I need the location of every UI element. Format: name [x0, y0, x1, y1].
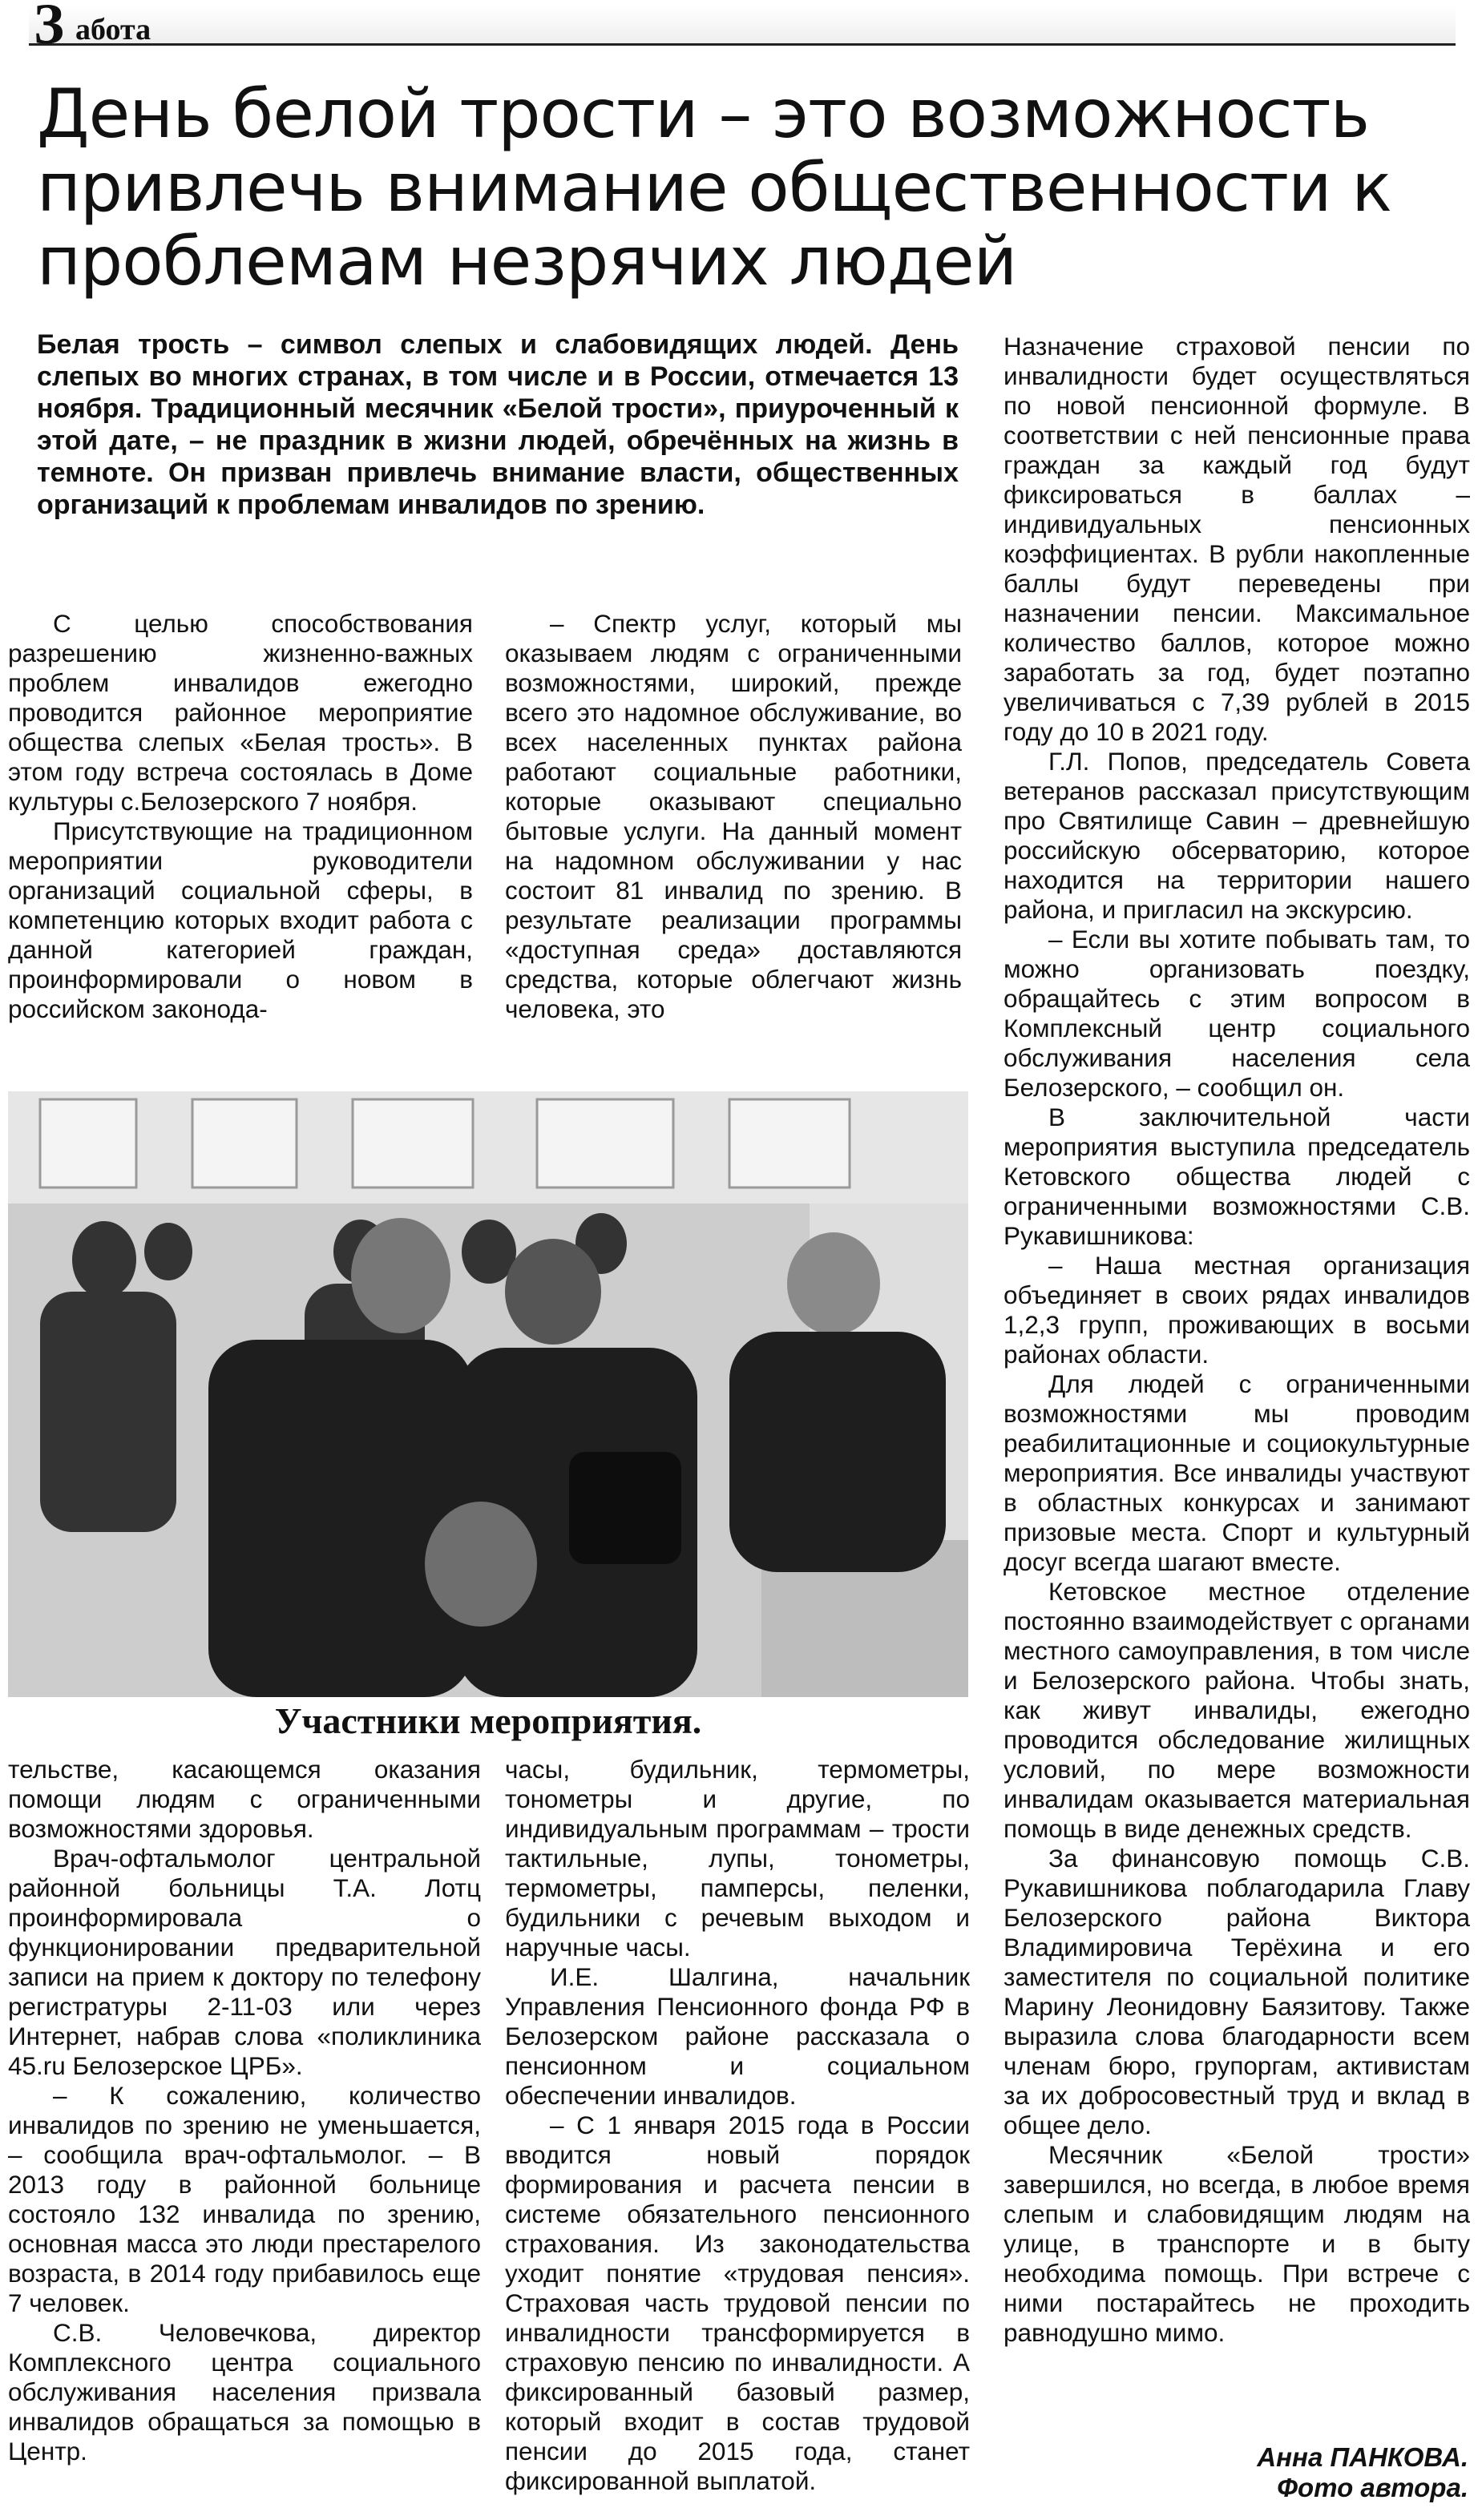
- paragraph: Кетовское местное отделение постоянно взаимодействует с органами местного самоуправления, в том числе и Белозерского района. Чтобы знать, как живут инвалиды, ежегодно проводится обследование жилищных условий, по мере возможности инвалидам оказывается материальная помощь в виде денежных средств.: [1004, 1577, 1470, 1843]
- paragraph: – Наша местная организация объединяет в своих рядах инвалидов 1,2,3 групп, проживающих в восьми районах области.: [1004, 1251, 1470, 1369]
- paragraph: тельстве, касающемся оказания помощи людям с ограниченными возможностями здоровья.: [8, 1755, 481, 1843]
- paragraph: Г.Л. Попов, председатель Совета ветеранов рассказал присутствующим про Святилище Савин – древнейшую российскую обсерваторию, которое находится на территории нашего района, и пригласил на экскурсию.: [1004, 747, 1470, 924]
- section-rubric: [29, 0, 1456, 56]
- paragraph: – К сожалению, количество инвалидов по зрению не уменьшается, – сообщила врач-офтальмолог. – В 2013 году в районной больнице состояло 132 инвалида по зрению, основная масса это люди престарелого возраста, в 2014 году прибавилось еще 7 человек.: [8, 2081, 481, 2317]
- paragraph: Для людей с ограниченными возможностями мы проводим реабилитационные и социокультурные мероприятия. Все инвалиды участвуют в областных конкурсах и занимают призовые места. Спорт и культурный досуг всегда шагают вместе.: [1004, 1369, 1470, 1576]
- photo-caption: Участники мероприятия.: [274, 1700, 702, 1741]
- paragraph: И.Е. Шалгина, начальник Управления Пенсионного фонда РФ в Белозерском районе рассказала о пенсионном и социальном обеспечении инвалидов.: [505, 1962, 970, 2110]
- paragraph: Назначение страховой пенсии по инвалидности будет осуществляться по новой пенсионной формуле. В соответствии с ней пенсионные права граждан за каждый год будут фиксироваться в баллах – индивидуальных пенсионных коэффициентах. В рубли накопленные баллы будут переведены при назначении пенсии. Максимальное количество баллов, которое можно заработать за год, будет поэтапно увеличиваться с 7,39 рублей в 2015 году до 10 в 2021 году.: [1004, 332, 1470, 746]
- paragraph: С.В. Человечкова, директор Комплексного центра социального обслуживания населения призвала инвалидов обращаться за помощью в Центр.: [8, 2318, 481, 2466]
- article-lead: Белая трость – символ слепых и слабовидящих людей. День слепых во многих странах, в том числе и в России, отмечается 13 ноября. Традиционный месячник «Белой трости», приуроченный к этой дате, – не праздник в жизни людей, обречённых на жизнь в темноте. Он призван привлечь внимание власти, общественных организаций к проблемам инвалидов по зрению.: [37, 329, 959, 520]
- paragraph: За финансовую помощь С.В. Рукавишникова поблагодарила Главу Белозерского района Виктора Владимировича Терёхина и его заместителя по социальной политике Марину Леонидовну Баязитову. Также выразила слова благодарности всем членам бюро, групоргам, активистам за их добросовестный труд и вклад в общее дело.: [1004, 1844, 1470, 2139]
- article-headline: День белой трости – это возможность привлечь внимание общественности к проблемам незрячих людей: [37, 75, 1391, 300]
- paragraph: В заключительной части мероприятия выступила председатель Кетовского общества людей с ограниченными возможностями С.В. Рукавишникова:: [1004, 1103, 1470, 1250]
- paragraph: часы, будильник, термометры, тонометры и другие, по индивидуальным программам – трости тактильные, лупы, тонометры, термометры, памперсы, пеленки, будильники с речевым выходом и наручные часы.: [505, 1755, 970, 1962]
- column-left-top: [8, 609, 473, 1024]
- column-left-bottom: [8, 1755, 481, 2466]
- paragraph: – Спектр услуг, который мы оказываем людям с ограниченными возможностями, широкий, прежде всего это надомное обслуживание, во всех населенных пунктах района работают социальные работники, которые оказывают специально бытовые услуги. На данный момент на надомном обслуживании у нас состоит 81 инвалид по зрению. В результате реализации программы «доступная среда» доставляются средства, которые облегчают жизнь человека, это: [505, 609, 962, 1023]
- paragraph: Присутствующие на традиционном мероприятии руководители организаций социальной сферы, в компетенцию которых входит работа с данной категорией граждан, проинформировали о новом в российском законода-: [8, 816, 473, 1023]
- paragraph: Врач-офтальмолог центральной районной больницы Т.А. Лотц проинформировала о функционировании предварительной записи на прием к доктору по телефону регистратуры 2-11-03 или через Интернет, набрав слова «поликлиника 45.ru Белозерское ЦРБ».: [8, 1844, 481, 2080]
- paragraph: С целью способствования разрешению жизненно-важных проблем инвалидов ежегодно проводится районное мероприятие общества слепых «Белая трость». В этом году встреча состоялась в Доме культуры с.Белозерского 7 ноября.: [8, 609, 473, 816]
- photo-credit: Фото автора.: [1277, 2473, 1468, 2502]
- paragraph: – С 1 января 2015 года в России вводится новый порядок формирования и расчета пенсии в системе обязательного пенсионного страхования. Из законодательства уходит понятие «трудовая пенсия». Страховая часть трудовой пенсии по инвалидности трансформируется в страховую пенсию по инвалидности. А фиксированный базовый размер, который входит в состав трудовой пенсии до 2015 года, станет фиксированной выплатой.: [505, 2111, 970, 2495]
- column-middle-bottom: [505, 1755, 970, 2496]
- photo-illustration: [8, 1091, 968, 1697]
- column-right: [1004, 332, 1470, 2348]
- rubric-label: абота: [75, 13, 151, 46]
- article-byline: [1257, 2442, 1468, 2503]
- paragraph: – Если вы хотите побывать там, то можно организовать поездку, обращайтесь с этим вопросом в Комплексный центр социального обслуживания населения села Белозерского, – сообщил он.: [1004, 925, 1470, 1102]
- event-photo: [8, 1091, 968, 1697]
- column-middle-top: [505, 609, 962, 1024]
- author-name: Анна ПАНКОВА.: [1257, 2442, 1468, 2472]
- paragraph: Месячник «Белой трости» завершился, но всегда, в любое время слепым и слабовидящим людям на улице, в транспорте и в быту необходима помощь. При встрече с ними постарайтесь не проходить равнодушно мимо.: [1004, 2140, 1470, 2347]
- rubric-initial: З: [34, 0, 65, 56]
